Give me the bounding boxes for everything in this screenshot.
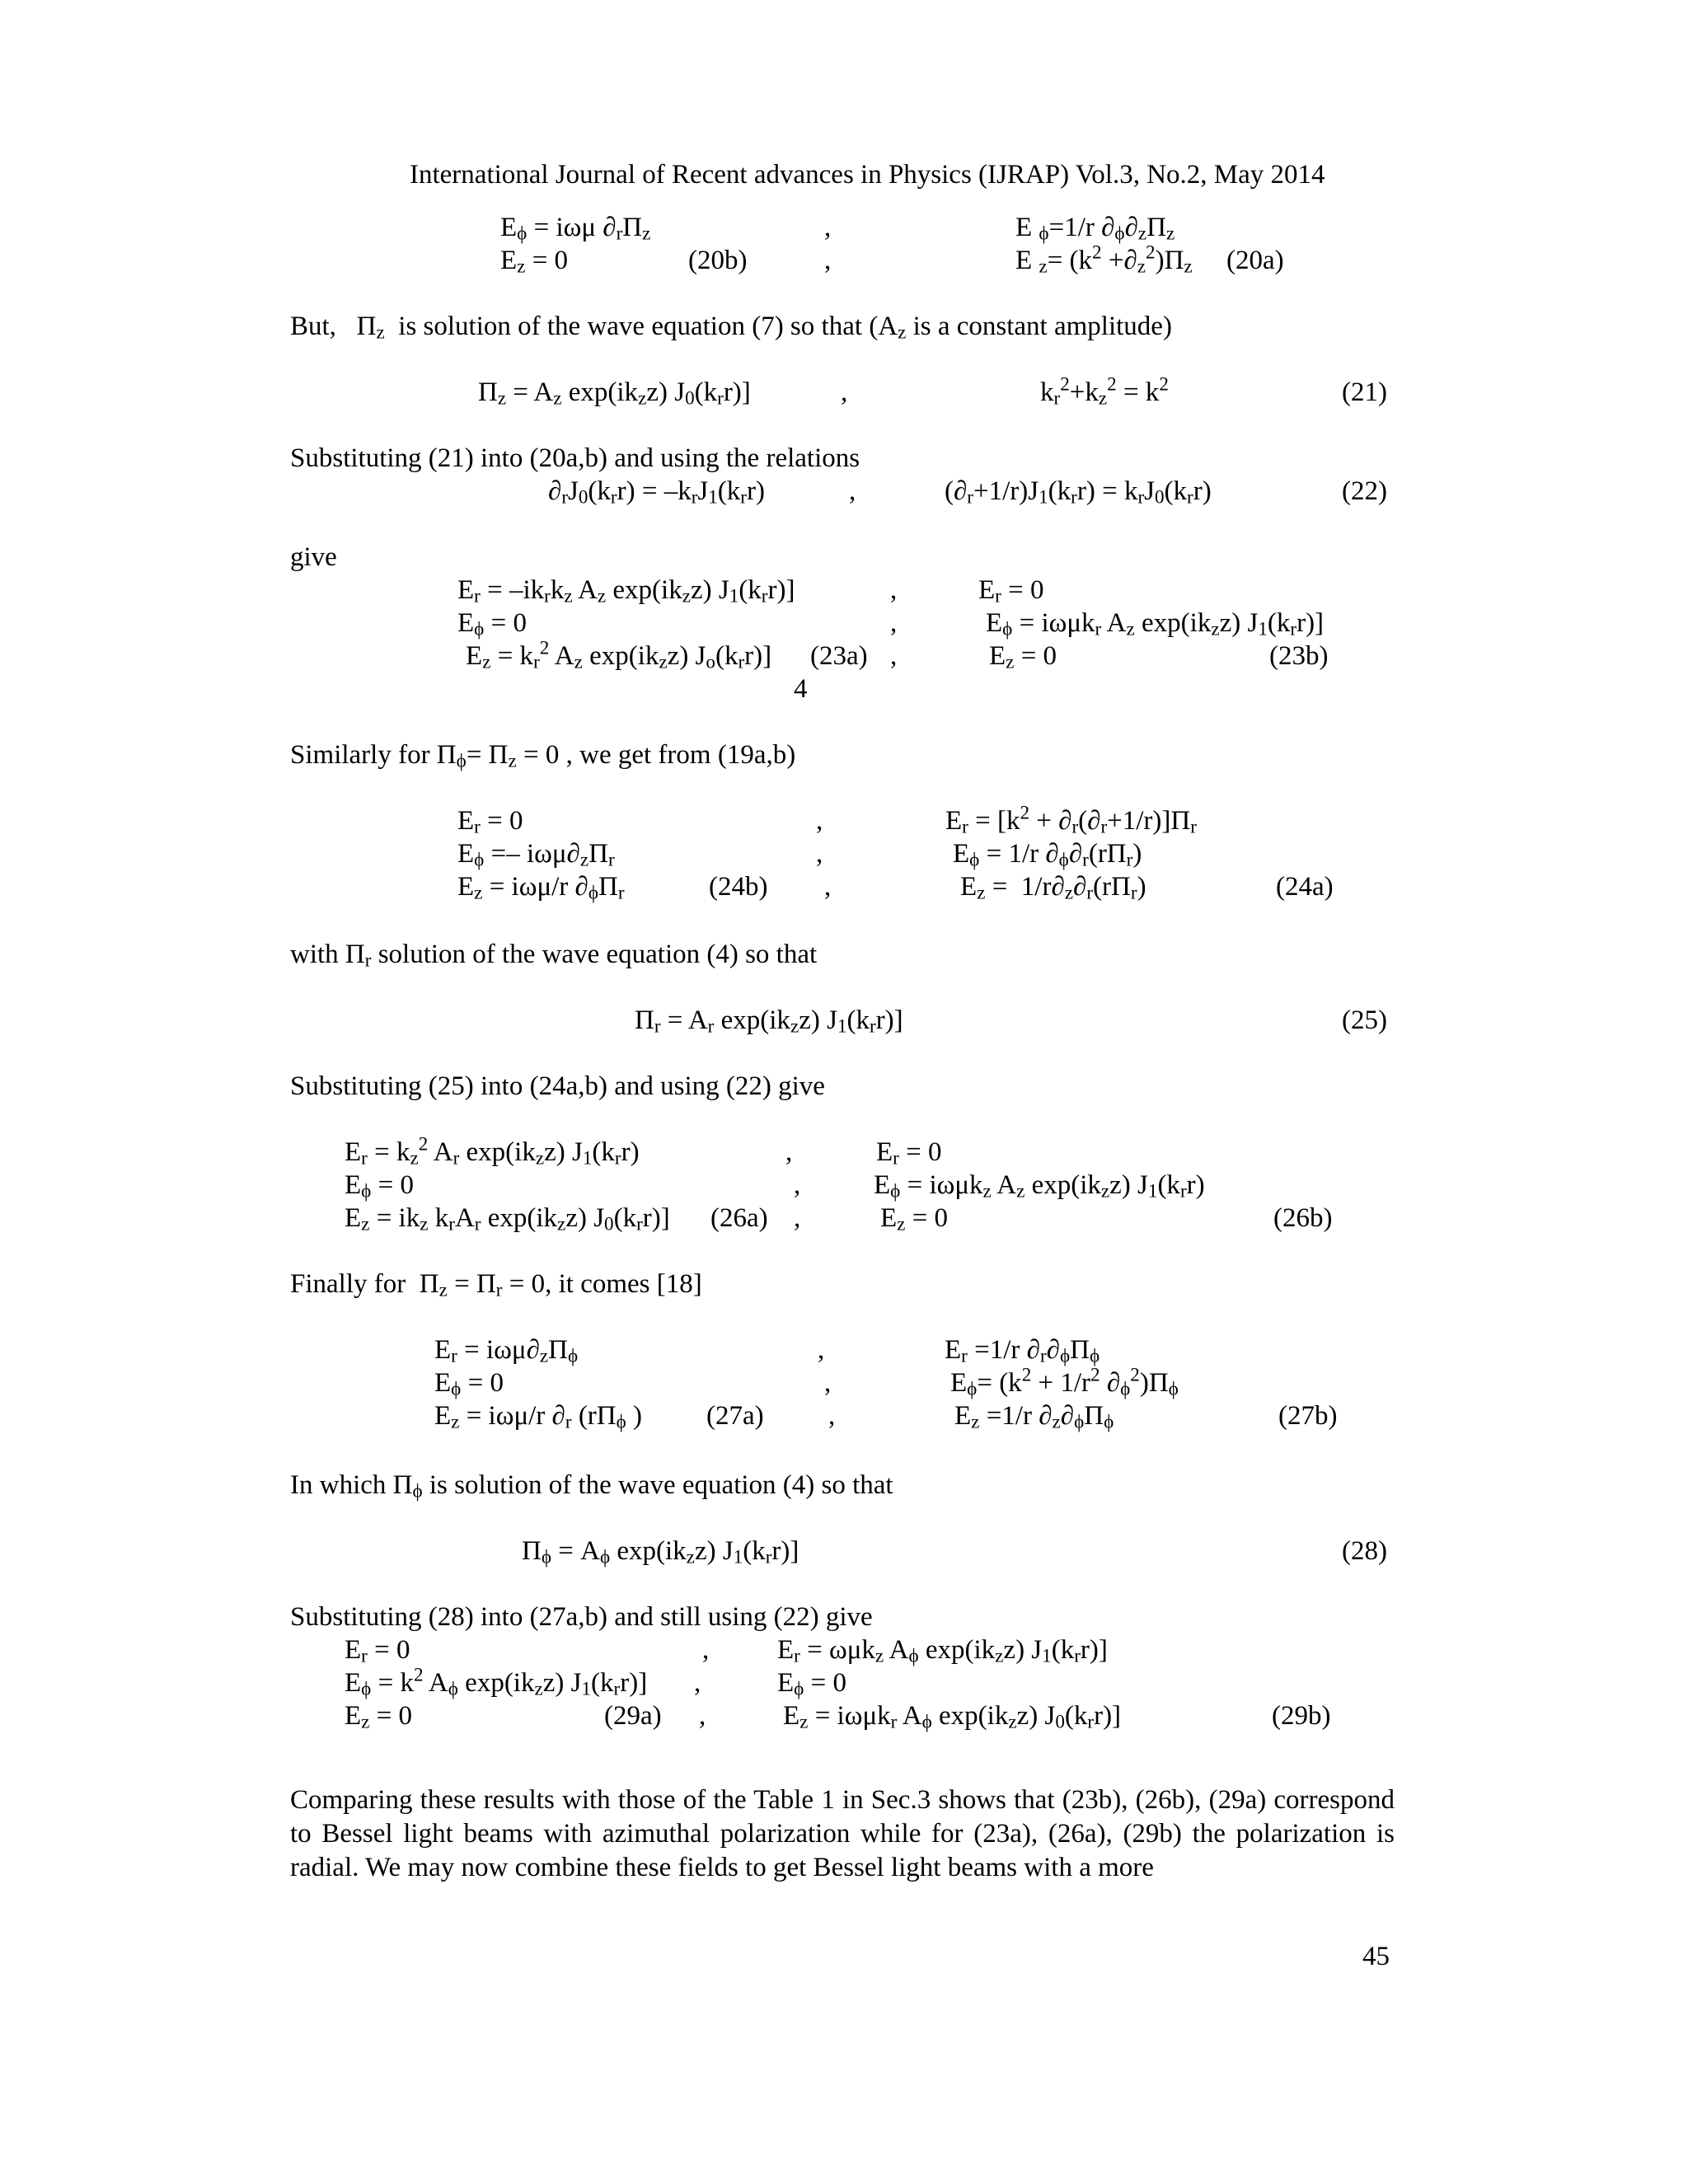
line-text: (28) xyxy=(1342,1536,1387,1566)
line-text: (29a) xyxy=(604,1701,662,1731)
line-text: (20b) xyxy=(688,246,748,275)
line-text: , xyxy=(702,1635,710,1665)
line-text: $E_z = 0$ xyxy=(500,246,569,277)
line-text: $E_z = 1/r\partial_z\partial_r(r\Pi_r)$ xyxy=(960,872,1146,903)
line-text: $E_r = 0$ xyxy=(978,575,1044,607)
line-text: $E_r = -ik_rk_z$ $A_z$ $\exp(ik_zz)$ $J_1(k_rr)$] xyxy=(457,575,795,607)
line-text: Similarly for $\Pi_\phi= \Pi_z = 0$ , we get from (19a,b) xyxy=(290,740,796,771)
page-number: 45 xyxy=(1362,1942,1390,1971)
line-text: , xyxy=(785,1137,793,1167)
line-text: $E_z = i\omega\mu k_r$ $A_\phi$ $\exp(ik_zz)$ $J_0(k_rr)$] xyxy=(783,1701,1122,1732)
line-text: (26b) xyxy=(1273,1203,1333,1233)
line-text: $(\partial_r+1/r)J_1(k_rr) = k_rJ_0(k_rr)$ xyxy=(945,476,1212,508)
line-text: , xyxy=(816,806,823,836)
line-text: $E_\phi= (k^2 + 1/r^2$ $\partial_\phi^2)\Pi_\phi$ xyxy=(950,1363,1179,1399)
line-text: $E_\phi =- i\omega\mu\partial_z\Pi_r$ xyxy=(457,839,615,870)
line-text: (20a) xyxy=(1226,246,1284,275)
line-text: Finally for $\Pi_z = \Pi_r = 0$, it comes [18] xyxy=(290,1269,702,1301)
line-text: $E_r =1/r$ $\partial_r\partial_\phi\Pi_\phi$ xyxy=(945,1335,1100,1366)
line-text: , xyxy=(824,1368,832,1398)
line-text: $\Pi_\phi = A_\phi$ $\exp(ik_zz)$ $J_1(k_rr)$] xyxy=(522,1536,799,1568)
line-text: $k_r^2+k_z^2 = k^2$ xyxy=(1040,373,1169,409)
line-text: Substituting (25) into (24a,b) and using (22) give xyxy=(290,1071,825,1101)
line-text: $E_z =1/r$ $\partial_z\partial_\phi\Pi_\phi$ xyxy=(954,1401,1114,1432)
line-text: $E_r = [k^2 + \partial_r(\partial_r+1/r)]\Pi_r$ xyxy=(945,801,1197,837)
line-text: (29b) xyxy=(1272,1701,1331,1731)
line-text: (27b) xyxy=(1278,1401,1338,1431)
line-text: (25) xyxy=(1342,1005,1387,1035)
line-text: $E_z = ik_z$ $k_rA_r$ $\exp(ik_zz)$ $J_0(k_rr)$] xyxy=(345,1203,670,1235)
line-text: But, $\Pi_z$ is solution of the wave equation (7) so that ($A_z$ is a constant amplitude) xyxy=(290,312,1172,343)
line-text: $E_\phi = 1/r$ $\partial_\phi\partial_r(r\Pi_r)$ xyxy=(953,839,1142,870)
line-text: (26a) xyxy=(710,1203,768,1233)
line-text: (23a) xyxy=(810,641,868,671)
closing-paragraph: Comparing these results with those of the Table 1 in Sec.3 shows that (23b), (26b), (29a) correspond to Bessel light beams with azimuthal polarization while for (23a), (26a), (29b) the polarization is radial. We may now combine these fields to get Bessel light beams with a more xyxy=(290,1785,1395,1882)
line-text: Substituting (28) into (27a,b) and still using (22) give xyxy=(290,1602,873,1632)
line-text: with $\Pi_r$ solution of the wave equation (4) so that xyxy=(290,940,818,971)
line-text: give xyxy=(290,542,337,572)
line-text: $E_z = i\omega\mu/r$ $\partial_\phi\Pi_r$ xyxy=(457,872,625,903)
line-text: (22) xyxy=(1342,476,1387,506)
line-text: $E_r = \omega\mu k_z$ $A_\phi$ $\exp(ik_zz)$ $J_1(k_rr)$] xyxy=(777,1635,1108,1666)
line-text: , xyxy=(824,246,832,275)
line-text: 4 xyxy=(794,674,808,704)
line-text: $E_z = 0$ xyxy=(880,1203,949,1235)
line-text: $E_r = 0$ xyxy=(457,806,523,837)
line-text: $E_\phi = k^2$ $A_\phi$ $\exp(ik_zz)$ $J_1(k_rr)$] xyxy=(345,1663,648,1699)
line-text: , xyxy=(794,1203,801,1233)
line-text: $\partial_rJ_0(k_rr) = -k_rJ_1(k_rr)$ xyxy=(548,476,765,508)
line-text: $E_z = 0$ xyxy=(345,1701,413,1732)
line-text: E $_z= (k^2 +\partial_z^2)\Pi_z$ xyxy=(1015,241,1193,277)
line-text: E $_\phi$=1/r $\partial_\phi\partial_z\Pi_z$ xyxy=(1015,213,1175,244)
line-text: (23b) xyxy=(1269,641,1329,671)
line-text: (27a) xyxy=(706,1401,764,1431)
line-text: (21) xyxy=(1342,377,1387,407)
line-text: In which $\Pi_\phi$ is solution of the wave equation (4) so that xyxy=(290,1470,893,1502)
line-text: , xyxy=(794,1170,801,1200)
line-text: $E_\phi = 0$ xyxy=(777,1668,846,1699)
line-text: , xyxy=(890,641,898,671)
line-text: $E_\phi = i\omega\mu$ $\partial_r\Pi_z$ xyxy=(500,213,651,244)
line-text: $E_r = i\omega\mu\partial_z\Pi_\phi$ xyxy=(434,1335,579,1366)
line-text: $E_\phi = i\omega\mu k_r$ $A_z$ $\exp(ik_zz)$ $J_1(k_rr)$] xyxy=(986,608,1325,640)
line-text: $E_\phi = 0$ xyxy=(345,1170,414,1202)
line-text: $\Pi_r = A_r$ $\exp(ik_zz)$ $J_1(k_rr)$] xyxy=(635,1005,903,1037)
line-text: $E_\phi = 0$ xyxy=(457,608,527,640)
line-text: $E_\phi = 0$ xyxy=(434,1368,504,1399)
line-text: $E_z = i\omega\mu/r$ $\partial_r$ ($r\Pi_\phi$ ) xyxy=(434,1401,643,1432)
line-text: , xyxy=(699,1701,706,1731)
line-text: , xyxy=(890,575,898,605)
line-text: , xyxy=(816,839,823,869)
line-text: $\Pi_z = A_z$ $\exp(ik_zz)$ $J_0(k_rr)$] xyxy=(478,377,751,409)
line-text: , xyxy=(890,608,898,638)
line-text: (24a) xyxy=(1276,872,1334,902)
line-text: , xyxy=(824,213,832,242)
line-text: $E_\phi = i\omega\mu k_z$ $A_z$ $\exp(ik_zz)$ $J_1(k_rr)$ xyxy=(874,1170,1205,1202)
line-text: Substituting (21) into (20a,b) and using the relations xyxy=(290,443,860,473)
line-text: $E_z = k_r^2$ $A_z$ $\exp(ik_zz)$ $J_o(k_rr)$] xyxy=(466,636,772,673)
line-text: , xyxy=(849,476,856,506)
line-text: , xyxy=(828,1401,836,1431)
line-text: (24b) xyxy=(709,872,768,902)
line-text: , xyxy=(694,1668,701,1698)
line-text: $E_z = 0$ xyxy=(989,641,1057,673)
line-text: $E_r = k_z^2$ $A_r$ $\exp(ik_zz)$ $J_1(k_rr)$ xyxy=(345,1132,640,1169)
line-text: , xyxy=(841,377,848,407)
line-text: , xyxy=(818,1335,825,1365)
running-header: International Journal of Recent advances in Physics (IJRAP) Vol.3, No.2, May 2014 xyxy=(410,160,1325,190)
line-text: $E_r = 0$ xyxy=(876,1137,942,1169)
line-text: $E_r = 0$ xyxy=(345,1635,410,1666)
line-text: , xyxy=(824,872,832,902)
